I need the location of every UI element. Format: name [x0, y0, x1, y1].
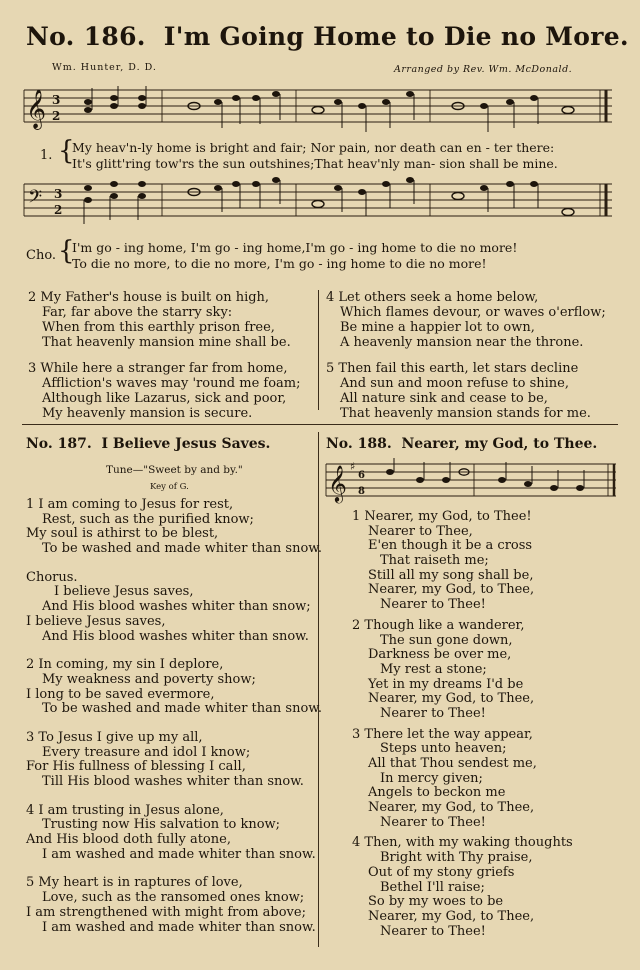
verse-line: 2 Though like a wanderer,: [352, 617, 525, 633]
lyric-line: To die no more, to die no more, I'm go - ing home to die no more!: [72, 256, 487, 271]
verse-line: In mercy given;: [380, 770, 483, 786]
verse-line: 3 To Jesus I give up my all,: [26, 729, 203, 745]
stanza-line: Then fail this earth, let stars decline: [338, 361, 579, 376]
hymn-188-text: [352, 510, 573, 939]
verse-line: To be washed and made whiter than snow.: [42, 701, 323, 717]
hymn-187-text: [26, 498, 322, 935]
verse-line: And His blood doth fully atone,: [26, 832, 231, 848]
hymn-188-title: No. 188. Nearer, my God, to Thee.: [326, 436, 598, 452]
stanza-line: Be mine a happier lot to own,: [340, 320, 535, 335]
stanza-line: My Father's house is built on high,: [40, 290, 270, 305]
hymn-187-tune: Tune—"Sweet by and by.": [106, 464, 243, 476]
treble-staff: [22, 84, 614, 136]
verse-line: Darkness be over me,: [368, 647, 512, 663]
stanza-line: All nature sink and cease to be,: [340, 391, 548, 406]
svg-text:3: 3: [52, 93, 61, 107]
brace: {: [58, 236, 75, 266]
stanza-line: A heavenly mansion near the throne.: [340, 335, 584, 350]
stanzas-left: 2 My Father's house is built on high, Far, far above the starry sky: When from this earthly prison free, That heavenly mansion mine shall be. 3 While here a stranger far from home, Affliction's waves may 'round me foam; Although like Lazarus, sick and poor, My heavenly mansion is secure.: [28, 290, 301, 421]
verse-line: Out of my stony griefs: [368, 864, 515, 880]
verse-line: Nearer, my God, to Thee,: [368, 908, 535, 924]
verse-line: Nearer to Thee!: [380, 597, 486, 613]
svg-text:8: 8: [358, 486, 365, 497]
verse-line: So by my woes to be: [368, 894, 504, 910]
svg-text:♯: ♯: [350, 460, 356, 473]
verse-line: Every treasure and idol I know;: [42, 744, 251, 760]
chorus-label: Chorus.: [26, 569, 78, 585]
svg-text:𝄞: 𝄞: [328, 464, 347, 502]
hymn-187-title: No. 187. I Believe Jesus Saves.: [26, 436, 271, 452]
brace: {: [58, 136, 75, 166]
verse-line: I am strengthened with might from above;: [26, 904, 306, 920]
lyric-line: My heav'n-ly home is bright and fair; Nor pain, nor death can en - ter there:: [72, 140, 555, 155]
verse-line: My soul is athirst to be blest,: [26, 526, 219, 542]
chorus-line: I believe Jesus saves,: [54, 584, 194, 600]
verse-line: For His fullness of blessing I call,: [26, 759, 246, 775]
stanza-line: Although like Lazarus, sick and poor,: [42, 391, 287, 406]
hymn-188-staff: [324, 458, 618, 504]
hymn-186-arranger: Arranged by Rev. Wm. McDonald.: [394, 64, 573, 75]
verse-line: Nearer to Thee!: [380, 705, 486, 721]
stanza-line: My heavenly mansion is secure.: [42, 406, 253, 421]
chorus-line: And His blood washes whiter than snow.: [42, 628, 309, 644]
verse-line: To be washed and made whiter than snow.: [42, 541, 323, 557]
lyric-line: It's glitt'ring tow'rs the sun outshines;That heav'nly man- sion shall be mine.: [72, 156, 558, 171]
verse-line: Nearer to Thee!: [380, 923, 486, 939]
hymn-186-author: Wm. Hunter, D. D.: [52, 62, 157, 73]
verse-line: 4 Then, with my waking thoughts: [352, 835, 573, 851]
stanza-line: Affliction's waves may 'round me foam;: [42, 376, 301, 391]
svg-text:2: 2: [54, 203, 63, 217]
stanza-line: While here a stranger far from home,: [40, 361, 288, 376]
verse-line: Steps unto heaven;: [380, 741, 507, 757]
verse-line: The sun gone down,: [380, 632, 513, 648]
chorus-label: Cho.: [26, 248, 57, 263]
hymn-187-key: Key of G.: [150, 482, 189, 492]
verse-line: Angels to beckon me: [368, 785, 506, 801]
stanza-line: Far, far above the starry sky:: [42, 305, 233, 320]
verse-line: I am washed and made whiter than snow.: [42, 919, 316, 935]
verse-line: Still all my song shall be,: [368, 567, 534, 583]
verse-line: 2 In coming, my sin I deplore,: [26, 657, 224, 673]
hymn-186-number: No. 186.: [26, 22, 146, 51]
verse-line: 3 There let the way appear,: [352, 726, 533, 742]
verse-line: Love, such as the ransomed ones know;: [42, 890, 305, 906]
verse-line: Nearer to Thee,: [368, 523, 473, 539]
lyric-line: I'm go - ing home, I'm go - ing home,I'm go - ing home to die no more!: [72, 240, 518, 255]
verse-1-lyrics: [72, 140, 558, 172]
verse-line: My weakness and poverty show;: [42, 671, 256, 687]
verse-line: All that Thou sendest me,: [368, 756, 537, 771]
chorus-line: I believe Jesus saves,: [26, 613, 166, 629]
verse-line: Bethel I'll raise;: [380, 879, 485, 895]
verse-line: My rest a stone;: [380, 661, 487, 677]
verse-line: 4 I am trusting in Jesus alone,: [26, 802, 224, 818]
svg-text:𝄞: 𝄞: [26, 89, 47, 129]
verse-line: Nearer to Thee!: [380, 814, 486, 830]
stanza-line: And sun and moon refuse to shine,: [340, 376, 569, 391]
svg-text:2: 2: [52, 109, 61, 123]
svg-text:𝄢: 𝄢: [28, 187, 43, 212]
column-divider: [318, 290, 319, 410]
verse-line: Nearer, my God, to Thee,: [368, 582, 535, 598]
stanza-line: That heavenly mansion mine shall be.: [42, 335, 291, 350]
verse-line: 1 I am coming to Jesus for rest,: [26, 497, 234, 512]
hymn-186-name: I'm Going Home to Die no More.: [163, 22, 629, 51]
verse-line: Yet in my dreams I'd be: [368, 676, 524, 692]
stanza-line: Let others seek a home below,: [338, 290, 539, 305]
chorus-line: And His blood washes whiter than snow;: [42, 599, 311, 615]
hymn-186-title: [26, 22, 629, 51]
verse-line: Till His blood washes whiter than snow.: [42, 774, 304, 789]
verse-line: Trusting now His salvation to know;: [42, 817, 281, 833]
verse-line: Bright with Thy praise,: [380, 850, 533, 866]
verse-line: Rest, such as the purified know;: [42, 511, 254, 527]
chorus-lyrics: [72, 240, 517, 272]
stanza-line: Which flames devour, or waves o'erflow;: [340, 305, 606, 320]
bass-staff: [22, 174, 614, 230]
verse-line: Nearer, my God, to Thee,: [368, 800, 535, 816]
verse-line: Nearer, my God, to Thee,: [368, 691, 535, 707]
section-divider: [22, 424, 618, 425]
verse-number: 1.: [40, 148, 53, 163]
svg-text:3: 3: [54, 187, 63, 201]
stanza-line: That heavenly mansion stands for me.: [340, 406, 591, 421]
verse-line: E'en though it be a cross: [368, 538, 533, 554]
stanzas-right: 4 Let others seek a home below, Which flames devour, or waves o'erflow; Be mine a happier lot to own, A heavenly mansion near the throne. 5 Then fail this earth, let stars decline And sun and moon refuse to shine, All nature sink and cease to be, That heavenly mansion stands for me.: [326, 290, 606, 421]
verse-line: 5 My heart is in raptures of love,: [26, 875, 243, 891]
svg-text:6: 6: [358, 470, 365, 481]
verse-line: That raiseth me;: [380, 553, 489, 569]
verse-line: 1 Nearer, my God, to Thee!: [352, 509, 532, 524]
verse-line: I am washed and made whiter than snow.: [42, 846, 316, 862]
verse-line: I long to be saved evermore,: [26, 686, 215, 702]
stanza-line: When from this earthly prison free,: [42, 320, 275, 335]
